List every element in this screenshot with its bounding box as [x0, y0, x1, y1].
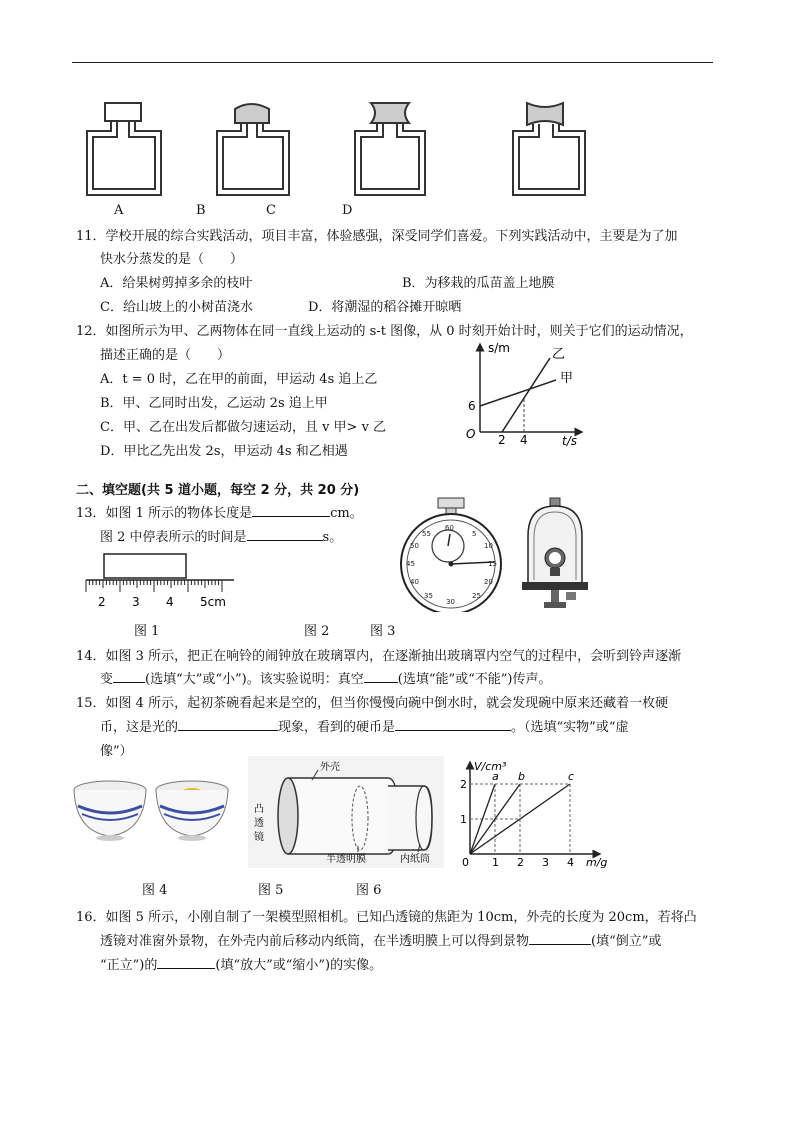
dial-45: 45 — [406, 560, 415, 568]
ruler-tick-5cm: 5cm — [200, 595, 226, 609]
vm-x-tick-1: 1 — [492, 856, 499, 869]
q14-line-1: 14．如图 3 所示，把正在响铃的闹钟放在玻璃罩内，在逐渐抽出玻璃罩内空气的过程中，会听到铃声逐渐 — [76, 649, 682, 664]
label-c: C — [266, 203, 276, 218]
fig-1-label: 图 1 — [134, 624, 160, 639]
dial-20: 20 — [484, 578, 493, 586]
vm-y-tick-2: 2 — [460, 778, 467, 791]
q14-blank-1[interactable] — [113, 670, 145, 683]
q16-line-2-b: (填“倒立”或 — [591, 934, 662, 949]
q11-stem-2: 快水分蒸发的是（ ） — [100, 252, 244, 267]
q16-line-3-b: (填“放大”或“缩小”)的实像。 — [215, 958, 383, 973]
q14-line-2 — [100, 668, 551, 687]
q11-option-c: C．给山坡上的小树苗浇水 — [100, 300, 253, 315]
vm-x-tick-2: 2 — [517, 856, 524, 869]
q16-blank-2[interactable] — [157, 956, 215, 969]
ruler-tick-4: 4 — [166, 595, 174, 609]
q13-line-2-pre: 图 2 中停表所示的时间是 — [100, 530, 247, 545]
dial-5: 5 — [472, 530, 477, 538]
q11-option-a: A．给果树剪掉多余的枝叶 — [100, 276, 253, 291]
st-x-axis-label: t/s — [562, 434, 577, 448]
dial-40: 40 — [410, 578, 419, 586]
st-y-axis-label: s/m — [488, 341, 510, 355]
q15-line-2-c: 。（选填“实物”或“虚 — [511, 720, 629, 735]
vm-graph — [452, 758, 608, 870]
q15-blank-2[interactable] — [395, 718, 511, 731]
camera-lens-label-2: 透 — [254, 818, 264, 829]
q15-blank-1[interactable] — [178, 718, 278, 731]
vm-line-c-label: c — [568, 770, 575, 783]
bell-jar-figure — [520, 496, 592, 612]
vm-line-a-label: a — [492, 770, 499, 783]
q15-line-2-a: 币，这是光的 — [100, 720, 179, 735]
q12-option-c: C．甲、乙在出发后都做匀速运动，且 v 甲> v 乙 — [100, 420, 387, 435]
q13-line-2 — [100, 526, 342, 545]
q13-line-1-post: cm。 — [330, 506, 363, 521]
q12-stem-2: 描述正确的是（ ） — [100, 348, 231, 363]
q11-option-b: B．为移栽的瓜苗盖上地膜 — [402, 276, 555, 291]
dial-30: 30 — [446, 598, 455, 606]
camera-shell-label: 外壳 — [320, 762, 340, 773]
fig-6-label: 图 6 — [356, 883, 382, 898]
q12-option-a: A．t = 0 时，乙在甲的前面，甲运动 4s 追上乙 — [100, 372, 378, 387]
label-d: D — [342, 203, 353, 218]
dial-50: 50 — [410, 542, 419, 550]
q13-line-1-pre: 13．如图 1 所示的物体长度是 — [76, 506, 253, 521]
dial-55: 55 — [422, 530, 431, 538]
st-graph — [462, 338, 592, 450]
q14-line-2-a: 变 — [100, 672, 114, 687]
fig-4-label: 图 4 — [142, 883, 168, 898]
q12-option-d: D．甲比乙先出发 2s，甲运动 4s 和乙相遇 — [100, 444, 348, 459]
vm-y-axis-label: V/cm³ — [474, 760, 507, 773]
camera-lens-label-1: 凸 — [254, 804, 264, 815]
dial-15: 15 — [488, 560, 497, 568]
q11-stem-1: 11．学校开展的综合实践活动，项目丰富，体验感强，深受同学们喜爱。下列实践活动中，主要是为了加 — [76, 229, 678, 244]
q13-blank-length[interactable] — [252, 504, 330, 517]
st-y-tick: 6 — [468, 399, 476, 413]
q13-line-2-post: s。 — [322, 530, 343, 545]
vm-y-tick-1: 1 — [460, 813, 467, 826]
dial-25: 25 — [472, 592, 481, 600]
q14-line-2-c: (选填“能”或“不能”)传声。 — [397, 672, 552, 687]
q13-blank-time[interactable] — [247, 528, 323, 541]
header-rule — [72, 62, 713, 63]
label-a: A — [114, 203, 124, 218]
q15-line-1: 15．如图 4 所示，起初茶碗看起来是空的，但当你慢慢向碗中倒水时，就会发现碗中原来还藏着一枚硬 — [76, 696, 669, 711]
q12-option-b: B．甲、乙同时出发，乙运动 2s 追上甲 — [100, 396, 328, 411]
st-x-tick-4: 4 — [520, 433, 528, 447]
q15-line-3: 像”） — [100, 744, 133, 759]
q16-blank-1[interactable] — [529, 932, 591, 945]
q13-line-1 — [76, 502, 363, 521]
q14-line-2-b: (选填“大”或“小”)。该实验说明：真空 — [145, 672, 364, 687]
vm-line-b-label: b — [518, 770, 525, 783]
dial-35: 35 — [424, 592, 433, 600]
bowls-figure — [72, 776, 234, 842]
stopwatch-figure — [390, 496, 512, 612]
fig-3-label: 图 3 — [370, 624, 396, 639]
q15-line-2-b: 现象，看到的硬币是 — [278, 720, 396, 735]
st-x-tick-2: 2 — [498, 433, 506, 447]
camera-lens-label-3: 镜 — [254, 832, 264, 843]
fig-5-label: 图 5 — [258, 883, 284, 898]
dial-10: 10 — [484, 542, 493, 550]
q14-blank-2[interactable] — [364, 670, 398, 683]
ruler-tick-2: 2 — [98, 595, 106, 609]
dial-60: 60 — [445, 524, 454, 532]
vm-x-tick-4: 4 — [567, 856, 574, 869]
st-line-yi-label: 乙 — [552, 347, 566, 362]
vm-origin-label: 0 — [462, 856, 469, 869]
q11-option-d: D．将潮湿的稻谷摊开晾晒 — [308, 300, 462, 315]
label-b: B — [196, 203, 206, 218]
vm-x-tick-3: 3 — [542, 856, 549, 869]
q16-line-2 — [100, 930, 661, 949]
fig-2-label: 图 2 — [304, 624, 330, 639]
camera-model-figure — [248, 756, 444, 868]
ruler-figure — [84, 552, 244, 614]
q15-line-2 — [100, 716, 628, 735]
camera-film-label: 半透明膜 — [326, 854, 366, 865]
q16-line-1: 16．如图 5 所示，小刚自制了一架模型照相机。已知凸透镜的焦距为 10cm，外壳的长度为 20cm，若将凸 — [76, 910, 697, 925]
vm-x-axis-label: m/g — [586, 856, 608, 869]
q16-line-3 — [100, 954, 382, 973]
ruler-tick-3: 3 — [132, 595, 140, 609]
q16-line-3-a: “正立”)的 — [100, 958, 158, 973]
camera-tube-label: 内纸筒 — [400, 854, 430, 865]
st-origin-label: O — [466, 427, 476, 441]
q12-stem-1: 12．如图所示为甲、乙两物体在同一直线上运动的 s-t 图像，从 0 时刻开始计时，则关于它们的运动情况， — [76, 324, 693, 339]
container-figures — [75, 95, 615, 205]
st-line-jia-label: 甲 — [560, 371, 574, 386]
q16-line-2-a: 透镜对准窗外景物，在外壳内前后移动内纸筒，在半透明膜上可以得到景物 — [100, 934, 530, 949]
section-2-title: 二、填空题(共 5 道小题，每空 2 分，共 20 分) — [76, 483, 360, 498]
